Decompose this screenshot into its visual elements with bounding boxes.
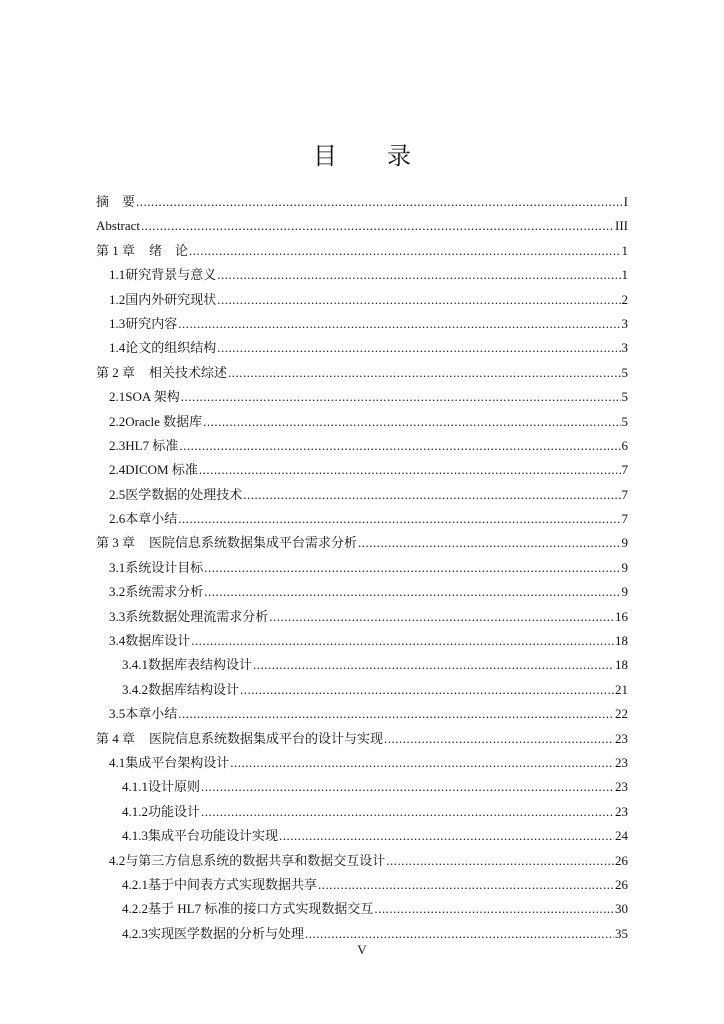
toc-entry-number: 4.1.3: [122, 828, 148, 844]
toc-entry[interactable]: [96, 727, 628, 751]
toc-entry[interactable]: [96, 897, 628, 921]
toc-entry-page: 7: [621, 462, 628, 478]
toc-entry-label: 国内外研究现状: [125, 291, 217, 307]
toc-entry-number: 2.5: [109, 486, 126, 502]
toc-entry-page: 26: [615, 876, 628, 892]
toc-entry-page: 24: [615, 828, 628, 844]
toc-entry-page: 9: [621, 584, 628, 600]
toc-entry-page: 5: [621, 364, 628, 380]
toc-entry[interactable]: [96, 410, 628, 434]
toc-entry-number: 2.6: [109, 511, 126, 527]
toc-entry-page: 6: [621, 437, 628, 453]
toc-entry-page: 5: [621, 413, 628, 429]
dot-leader: [201, 775, 614, 799]
toc-entry-label: Oracle 数据库: [125, 413, 203, 429]
toc-entry-label: 系统设计目标: [125, 559, 204, 575]
toc-entry[interactable]: [96, 702, 628, 726]
toc-entry-number: 1.1: [109, 267, 126, 283]
dot-leader: [386, 849, 614, 873]
toc-entry[interactable]: [96, 751, 628, 775]
toc-entry-page: 7: [621, 511, 628, 527]
toc-entry-number: 3.3: [109, 608, 126, 624]
toc-entry-page: 23: [615, 730, 628, 746]
toc-entry-label: 相关技术综述: [149, 364, 228, 380]
toc-entry[interactable]: [96, 312, 628, 336]
toc-entry[interactable]: [96, 775, 628, 799]
toc-entry-number: 3.4: [109, 633, 126, 649]
toc-entry-page: 23: [615, 779, 628, 795]
toc-entry-label: 医学数据的处理技术: [125, 486, 243, 502]
toc-entry[interactable]: [96, 214, 628, 238]
toc-entry-number: 3.2: [109, 584, 126, 600]
toc-entry-number: 1.4: [109, 340, 126, 356]
toc-entry-label: HL7 标准: [125, 437, 179, 453]
toc-entry-number: 1.2: [109, 291, 126, 307]
toc-entry-label: 本章小结: [125, 511, 178, 527]
toc-entry[interactable]: [96, 580, 628, 604]
toc-entry-page: 5: [621, 389, 628, 405]
dot-leader: [279, 824, 614, 848]
dot-leader: [243, 483, 620, 507]
dot-leader: [136, 190, 623, 214]
toc-entry[interactable]: [96, 629, 628, 653]
toc-entry-page: 9: [621, 559, 628, 575]
toc-entry[interactable]: [96, 800, 628, 824]
dot-leader: [178, 702, 614, 726]
dot-leader: [189, 239, 620, 263]
toc-entry-number: 2.3: [109, 437, 126, 453]
toc-entry-label: 系统数据处理流需求分析: [125, 608, 269, 624]
dot-leader: [203, 410, 620, 434]
toc-entry[interactable]: [96, 556, 628, 580]
toc-entry-label: 基于 HL7 标准的接口方式实现数据交互: [148, 901, 374, 917]
dot-leader: [217, 263, 620, 287]
toc-entry-number: 3.1: [109, 559, 126, 575]
toc-entry[interactable]: [96, 190, 628, 214]
dot-leader: [217, 288, 620, 312]
dot-leader: [204, 556, 620, 580]
toc-entry-label: DICOM 标准: [125, 462, 198, 478]
toc-entry[interactable]: [96, 288, 628, 312]
toc-entry-number: 第 2 章: [96, 364, 136, 380]
toc-entry-label: 集成平台功能设计实现: [148, 828, 279, 844]
dot-leader: [179, 434, 620, 458]
toc-entry-number: 4.2.1: [122, 876, 148, 892]
dot-leader: [269, 605, 614, 629]
toc-entry-number: 4.2.3: [122, 925, 148, 941]
toc-entry-label: 本章小结: [125, 706, 178, 722]
toc-entry-page: 1: [621, 267, 628, 283]
toc-entry-label: 摘 要: [96, 194, 136, 209]
toc-entry-number: 第 4 章: [96, 730, 136, 746]
toc-entry-label: Abstract: [96, 218, 141, 234]
toc-entry[interactable]: [96, 434, 628, 458]
dot-leader: [228, 361, 620, 385]
toc-entry-label: 论文的组织结构: [125, 340, 217, 356]
toc-entry-number: 3.4.2: [122, 681, 148, 697]
toc-entry-label: 系统需求分析: [125, 584, 204, 600]
toc-entry-page: 21: [615, 681, 628, 697]
dot-leader: [201, 800, 614, 824]
toc-entry-number: 4.2: [109, 852, 126, 868]
toc-entry-page: 18: [615, 633, 628, 649]
toc-entry[interactable]: [96, 483, 628, 507]
toc-entry[interactable]: [96, 873, 628, 897]
toc-entry-page: 7: [621, 486, 628, 502]
toc-entry-page: 35: [615, 925, 628, 941]
page-number-footer: V: [357, 942, 367, 957]
toc-entry-number: 第 1 章: [96, 242, 136, 258]
toc-entry[interactable]: [96, 239, 628, 263]
dot-leader: [204, 580, 620, 604]
toc-entry-label: 研究背景与意义: [125, 267, 217, 283]
dot-leader: [199, 458, 621, 482]
dot-leader: [230, 751, 614, 775]
toc-entry-label: 与第三方信息系统的数据共享和数据交互设计: [125, 852, 386, 868]
toc-entry[interactable]: [96, 849, 628, 873]
toc-entry-page: 3: [621, 340, 628, 356]
toc-entry-label: 医院信息系统数据集成平台的设计与实现: [149, 730, 384, 746]
toc-entry-label: 集成平台架构设计: [125, 754, 230, 770]
toc-entry[interactable]: [96, 531, 628, 555]
toc-entry[interactable]: [96, 361, 628, 385]
toc-entry-label: 数据库设计: [125, 633, 191, 649]
toc-entry-label: SOA 架构: [125, 389, 180, 405]
dot-leader: [178, 507, 620, 531]
toc-entry-number: 2.2: [109, 413, 126, 429]
toc-entry[interactable]: [96, 336, 628, 360]
toc-entry-number: 4.1.2: [122, 803, 148, 819]
toc-entry-label: 功能设计: [148, 803, 201, 819]
toc-entry-number: 4.1: [109, 754, 126, 770]
toc-entry-label: 研究内容: [125, 315, 178, 331]
toc-entry-number: 4.1.1: [122, 779, 148, 795]
toc-entry-number: 3.5: [109, 706, 126, 722]
toc-entry[interactable]: [96, 653, 628, 677]
toc-entry-page: 30: [615, 901, 628, 917]
dot-leader: [240, 678, 614, 702]
toc-entry-number: 2.4: [109, 462, 126, 478]
toc-entry-page: 16: [615, 608, 628, 624]
toc-entry-page: 1: [621, 242, 628, 258]
dot-leader: [384, 727, 614, 751]
toc-entry-label: 绪 论: [149, 242, 189, 258]
toc-entry[interactable]: [96, 605, 628, 629]
toc-entry-number: 4.2.2: [122, 901, 148, 917]
toc-entry-page: 2: [621, 291, 628, 307]
dot-leader: [141, 214, 614, 238]
toc-entry[interactable]: [96, 263, 628, 287]
page-title: 目 录: [313, 144, 433, 170]
dot-leader: [181, 385, 621, 409]
toc-entry-number: 1.3: [109, 315, 126, 331]
toc-entry[interactable]: [96, 458, 628, 482]
toc-entry-label: 数据库结构设计: [148, 681, 240, 697]
toc-entry-page: 9: [621, 535, 628, 551]
toc-entry-page: 3: [621, 315, 628, 331]
toc-entry-label: 数据库表结构设计: [148, 657, 253, 673]
toc-entry[interactable]: [96, 678, 628, 702]
dot-leader: [178, 312, 620, 336]
toc-entry-page: I: [623, 194, 628, 209]
toc-entry-number: 第 3 章: [96, 535, 136, 551]
dot-leader: [374, 897, 614, 921]
toc-entry[interactable]: [96, 385, 628, 409]
toc-entry-label: 设计原则: [148, 779, 201, 795]
toc-entry-page: 26: [615, 852, 628, 868]
toc-entry-page: 23: [615, 754, 628, 770]
toc-entry[interactable]: [96, 824, 628, 848]
toc-entry-number: 3.4.1: [122, 657, 148, 673]
toc-entry-label: 基于中间表方式实现数据共享: [148, 876, 318, 892]
toc-entry-label: 实现医学数据的分析与处理: [148, 925, 305, 941]
toc-entry-page: 23: [615, 803, 628, 819]
toc-entry-page: 18: [615, 657, 628, 673]
toc-entry-number: 2.1: [109, 389, 126, 405]
dot-leader: [217, 336, 620, 360]
dot-leader: [253, 653, 614, 677]
toc-entry-page: 22: [615, 706, 628, 722]
toc-list: [96, 190, 628, 946]
toc-entry-label: 医院信息系统数据集成平台需求分析: [149, 535, 358, 551]
toc-entry-page: III: [615, 218, 628, 234]
toc-entry[interactable]: [96, 507, 628, 531]
dot-leader: [358, 531, 620, 555]
dot-leader: [191, 629, 614, 653]
dot-leader: [318, 873, 614, 897]
